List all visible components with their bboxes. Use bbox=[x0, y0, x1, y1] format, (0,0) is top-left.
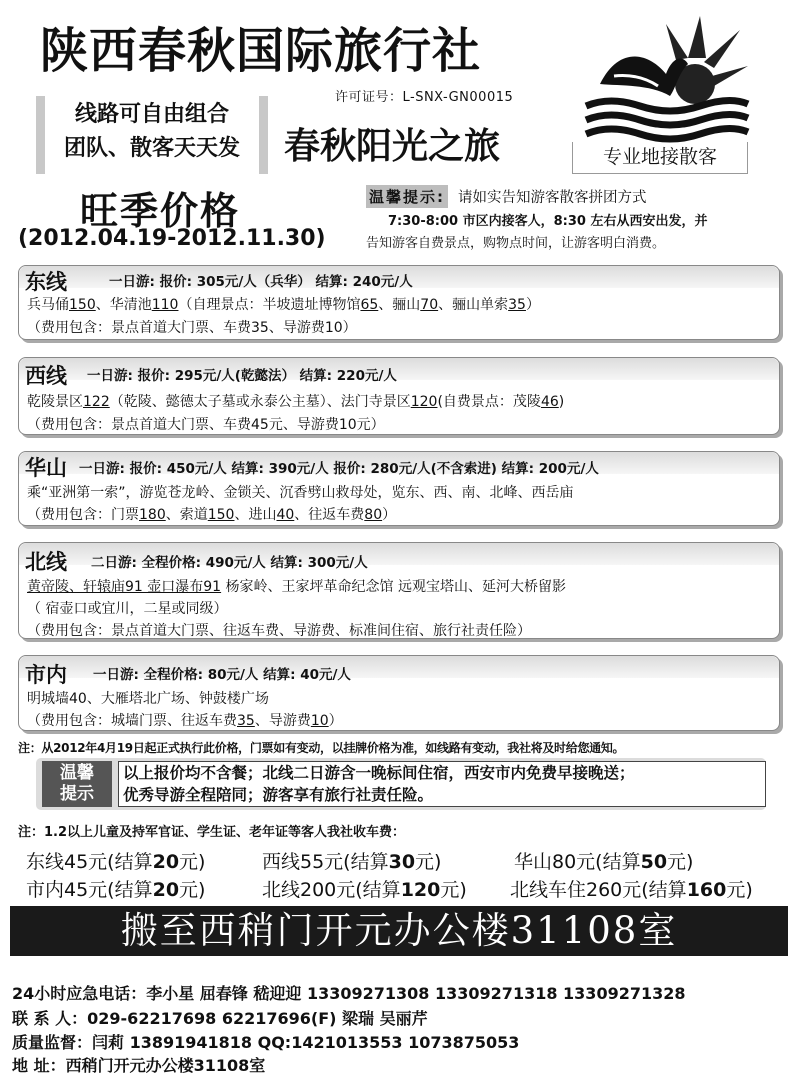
route-name: 北线 bbox=[25, 550, 67, 574]
route-sights: 乾陵景区122（乾陵、懿德太子墓或永泰公主墓）、法门寺景区120(自费景点：茂陵46) bbox=[27, 394, 565, 410]
route-price-line: 一日游: 全程价格: 80元/人 结算: 40元/人 bbox=[93, 667, 351, 683]
route-combo-text-2: 团队、散客天天发 bbox=[63, 136, 240, 161]
route-name: 西线 bbox=[25, 364, 67, 388]
child-price-north-lodging: 北线车住260元(结算160元) bbox=[510, 879, 753, 901]
tips-line-2: 7:30-8:00 市区内接客人，8:30 左右从西安出发，并 bbox=[388, 214, 708, 229]
route-card-huashan bbox=[18, 451, 780, 526]
warm-tips-text: 以上报价均不含餐；北线二日游含一晚标间住宿，西安市内免费早接晚送； 优秀导游全程陪同；游客享有旅行社责任险。 bbox=[118, 761, 766, 807]
quality-supervision: 质量监督：闫莉 13891941818 QQ:1421013553 1073875053 bbox=[12, 1033, 520, 1052]
route-card-east bbox=[18, 265, 780, 340]
price-note: 注：从2012年4月19日起正式执行此价格，门票如有变动，以挂牌价格为准，如线路有变动，我社将及时给您通知。 bbox=[18, 741, 625, 755]
route-fee-included: （费用包含：景点首道大门票、往返车费、导游费、标准间住宿、旅行社责任险） bbox=[27, 623, 531, 639]
child-price-west: 西线55元(结算30元) bbox=[262, 851, 442, 873]
route-fee-included: （费用包含：景点首道大门票、车费35、导游费10） bbox=[27, 320, 357, 336]
child-price-huashan: 华山80元(结算50元) bbox=[514, 851, 694, 873]
child-price-city: 市内45元(结算20元) bbox=[26, 879, 206, 901]
route-sights: 黄帝陵、轩辕庙91 壶口瀑布91 杨家岭、王家坪革命纪念馆 远观宝塔山、延河大桥留影 bbox=[27, 579, 566, 595]
address: 地 址：西稍门开元办公楼31108室 bbox=[12, 1056, 266, 1075]
child-price-north: 北线200元(结算120元) bbox=[262, 879, 467, 901]
route-combo-box bbox=[36, 96, 268, 174]
contact-person: 联 系 人：029-62217698 62217696(F) 梁瑞 吴丽芹 bbox=[12, 1009, 428, 1028]
child-price-east: 东线45元(结算20元) bbox=[26, 851, 206, 873]
route-name: 市内 bbox=[25, 663, 67, 687]
route-sights: 乘“亚洲第一索”，游览苍龙岭、金锁关、沉香劈山救母处，览东、西、南、北峰、西岳庙 bbox=[27, 485, 574, 501]
sun-logo-icon bbox=[580, 14, 750, 146]
route-sights: 兵马俑150、华清池110（自理景点：半坡遗址博物馆65、骊山70、骊山单索35） bbox=[27, 297, 540, 313]
route-card-west bbox=[18, 357, 780, 435]
route-fee-included: （费用包含：城墙门票、往返车费35、导游费10） bbox=[27, 713, 343, 729]
route-price-line: 一日游: 报价: 450元/人 结算: 390元/人 报价: 280元/人(不含索进) 结算: 200元/人 bbox=[79, 461, 599, 477]
relocation-banner: 搬至西稍门开元办公楼31108室 bbox=[10, 906, 788, 956]
tips-line-1: 请如实告知游客散客拼团方式 bbox=[458, 190, 647, 206]
warm-tips-label: 温馨 提示 bbox=[42, 761, 112, 807]
route-combo-text-1: 线路可自由组合 bbox=[74, 102, 229, 127]
tips-label: 温馨提示: bbox=[366, 185, 448, 208]
route-card-city bbox=[18, 655, 780, 731]
route-price-line: 一日游: 报价: 305元/人（兵华） 结算: 240元/人 bbox=[109, 274, 413, 290]
route-price-line: 一日游: 报价: 295元/人(乾懿法） 结算: 220元/人 bbox=[87, 368, 397, 384]
emergency-phone: 24小时应急电话：李小星 屈春锋 嵇迎迎 13309271308 13309271318 13309271328 bbox=[12, 984, 686, 1003]
professional-tag: 专业地接散客 bbox=[572, 142, 748, 174]
route-price-line: 二日游: 全程价格: 490元/人 结算: 300元/人 bbox=[91, 555, 368, 571]
route-name: 东线 bbox=[25, 270, 67, 294]
company-name: 陕西春秋国际旅行社 bbox=[40, 23, 482, 79]
child-fare-note: 注：1.2以上儿童及持军官证、学生证、老年证等客人我社收车费： bbox=[18, 825, 406, 840]
slogan: 春秋阳光之旅 bbox=[284, 125, 501, 167]
license-number: 许可证号：L-SNX-GN00015 bbox=[335, 90, 514, 105]
route-sights: 明城墙40、大雁塔北广场、钟鼓楼广场 bbox=[27, 691, 269, 707]
route-card-north bbox=[18, 542, 780, 639]
tips-line-3: 告知游客自费景点，购物点时间，让游客明白消费。 bbox=[366, 236, 666, 251]
route-fee-included: （费用包含：景点首道大门票、车费45元、导游费10元） bbox=[27, 417, 385, 433]
route-lodging: （ 宿壶口或宜川，二星或同级） bbox=[27, 601, 228, 617]
season-period: (2012.04.19-2012.11.30) bbox=[18, 226, 326, 251]
season-title: 旺季价格 bbox=[80, 189, 241, 233]
route-name: 华山 bbox=[25, 456, 67, 480]
route-fee-included: （费用包含：门票180、索道150、进山40、往返车费80） bbox=[27, 507, 397, 523]
